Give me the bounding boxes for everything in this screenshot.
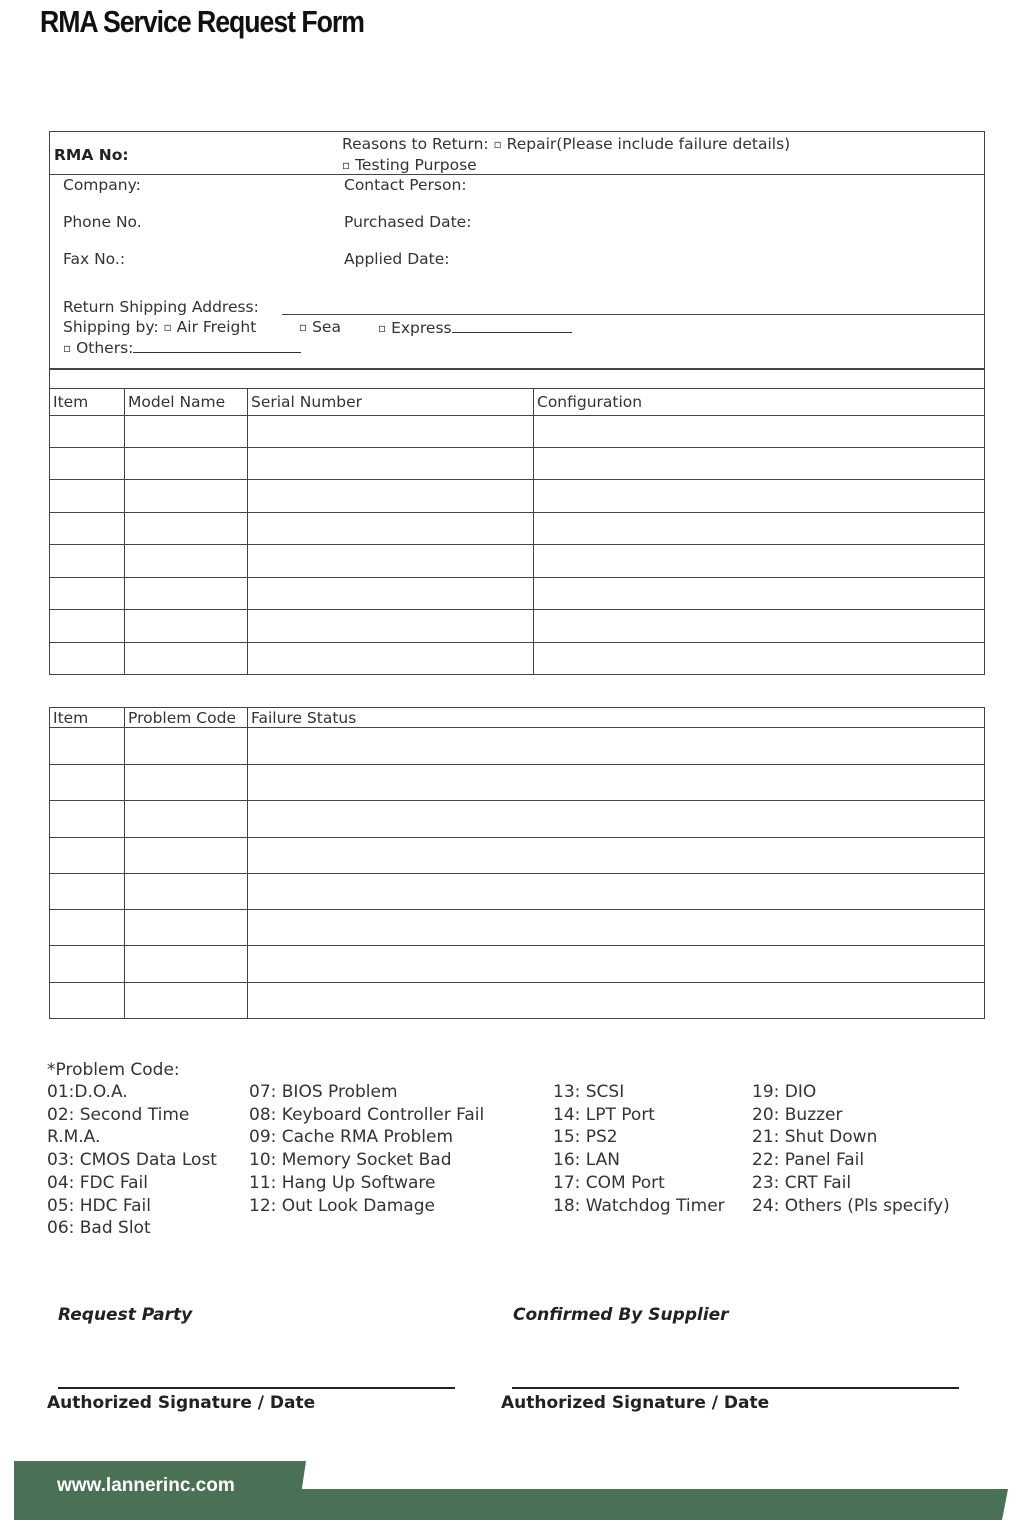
problem-code-col-4 <box>752 1081 950 1217</box>
col-header-item: Item <box>53 709 89 727</box>
others-option: Others: <box>76 339 134 357</box>
purchased-date-label: Purchased Date: <box>344 213 472 231</box>
list-item: R.M.A. <box>47 1127 101 1148</box>
list-item: 04: FDC Fail <box>47 1172 148 1193</box>
table-col-line <box>124 388 125 675</box>
table-col-line <box>124 707 125 1019</box>
express-option: Express <box>391 319 452 337</box>
list-item: 05: HDC Fail <box>47 1195 151 1216</box>
reasons-row <box>342 135 790 153</box>
table-row-line <box>49 577 985 578</box>
supplier-signature-label: Authorized Signature / Date <box>501 1393 770 1413</box>
company-label: Company: <box>63 176 141 194</box>
table-row-line <box>49 609 985 610</box>
contact-person-label: Contact Person: <box>344 176 467 194</box>
list-item: 23: CRT Fail <box>752 1172 852 1193</box>
table-row-line <box>49 642 985 643</box>
request-party-signature-label: Authorized Signature / Date <box>47 1393 316 1413</box>
table-row-line <box>49 764 985 765</box>
list-item: 06: Bad Slot <box>47 1218 151 1239</box>
list-item: 10: Memory Socket Bad <box>249 1150 452 1171</box>
table-row-line <box>49 544 985 545</box>
table-row-line <box>49 415 985 416</box>
testing-option: Testing Purpose <box>355 156 477 174</box>
checkbox-icon[interactable]: ▫ <box>342 158 351 172</box>
divider <box>49 174 985 175</box>
checkbox-icon[interactable]: ▫ <box>493 137 502 151</box>
table-row-line <box>49 945 985 946</box>
list-item: 02: Second Time <box>47 1104 190 1125</box>
air-freight-option: Air Freight <box>176 318 257 336</box>
reasons-label: Reasons to Return: <box>342 135 489 153</box>
page-title: RMA Service Request Form <box>40 4 364 39</box>
list-item: 09: Cache RMA Problem <box>249 1127 454 1148</box>
list-item: 08: Keyboard Controller Fail <box>249 1104 485 1125</box>
rma-no-label: RMA No: <box>54 146 129 164</box>
col-header-serial-number: Serial Number <box>251 393 363 411</box>
list-item: 15: PS2 <box>553 1127 618 1148</box>
others-field[interactable] <box>133 338 301 353</box>
col-header-item: Item <box>53 393 89 411</box>
checkbox-icon[interactable]: ▫ <box>299 320 308 334</box>
table-row-line <box>49 837 985 838</box>
request-party-signature-line[interactable] <box>58 1387 455 1389</box>
express-field[interactable] <box>452 318 572 333</box>
col-header-model-name: Model Name <box>128 393 226 411</box>
return-address-label: Return Shipping Address: <box>63 298 259 316</box>
col-header-problem-code: Problem Code <box>128 709 236 727</box>
checkbox-icon[interactable]: ▫ <box>163 320 172 334</box>
sea-option: Sea <box>312 318 341 336</box>
table-row-line <box>49 447 985 448</box>
table-row-line <box>49 512 985 513</box>
list-item: 11: Hang Up Software <box>249 1172 436 1193</box>
list-item: 18: Watchdog Timer <box>553 1195 725 1216</box>
list-item: 20: Buzzer <box>752 1104 843 1125</box>
table-row-line <box>49 909 985 910</box>
problem-code-col-3 <box>553 1081 725 1217</box>
problem-code-heading: *Problem Code: <box>47 1060 180 1080</box>
testing-row <box>342 156 477 174</box>
list-item: 07: BIOS Problem <box>249 1082 398 1102</box>
table-col-line <box>247 388 248 675</box>
list-item: 01:D.O.A. <box>47 1082 128 1102</box>
list-item: 12: Out Look Damage <box>249 1195 435 1216</box>
others-row <box>63 338 301 357</box>
request-party-heading: Request Party <box>58 1305 193 1325</box>
table-row-line <box>49 873 985 874</box>
express-row <box>378 318 572 337</box>
applied-date-label: Applied Date: <box>344 250 450 268</box>
list-item: 17: COM Port <box>553 1172 665 1193</box>
col-header-failure-status: Failure Status <box>251 709 357 727</box>
table-row-line <box>49 479 985 480</box>
checkbox-icon[interactable]: ▫ <box>378 321 387 335</box>
list-item: 24: Others (Pls specify) <box>752 1195 950 1216</box>
problems-table <box>49 707 985 1019</box>
sea-row <box>299 318 341 336</box>
shipping-row <box>63 318 256 336</box>
repair-option: Repair(Please include failure details) <box>506 135 791 153</box>
fax-label: Fax No.: <box>63 250 126 268</box>
table-row-line <box>49 982 985 983</box>
phone-label: Phone No. <box>63 213 142 231</box>
list-item: 19: DIO <box>752 1082 817 1102</box>
table-col-line <box>247 707 248 1019</box>
table-row-line <box>49 727 985 728</box>
problem-code-col-2 <box>249 1081 484 1217</box>
shipping-by-label: Shipping by: <box>63 318 159 336</box>
list-item: 22: Panel Fail <box>752 1150 865 1171</box>
list-item: 21: Shut Down <box>752 1127 878 1148</box>
col-header-configuration: Configuration <box>537 393 643 411</box>
divider <box>282 314 985 315</box>
table-row-line <box>49 388 985 389</box>
confirmed-by-supplier-heading: Confirmed By Supplier <box>513 1305 729 1325</box>
list-item: 14: LPT Port <box>553 1104 655 1125</box>
list-item: 13: SCSI <box>553 1082 625 1102</box>
problem-code-col-1 <box>47 1081 217 1240</box>
checkbox-icon[interactable]: ▫ <box>63 341 72 355</box>
table-row-line <box>49 800 985 801</box>
table-col-line <box>533 388 534 675</box>
list-item: 16: LAN <box>553 1150 620 1171</box>
supplier-signature-line[interactable] <box>512 1387 959 1389</box>
list-item: 03: CMOS Data Lost <box>47 1150 217 1171</box>
website-link[interactable]: www.lannerinc.com <box>57 1475 235 1496</box>
